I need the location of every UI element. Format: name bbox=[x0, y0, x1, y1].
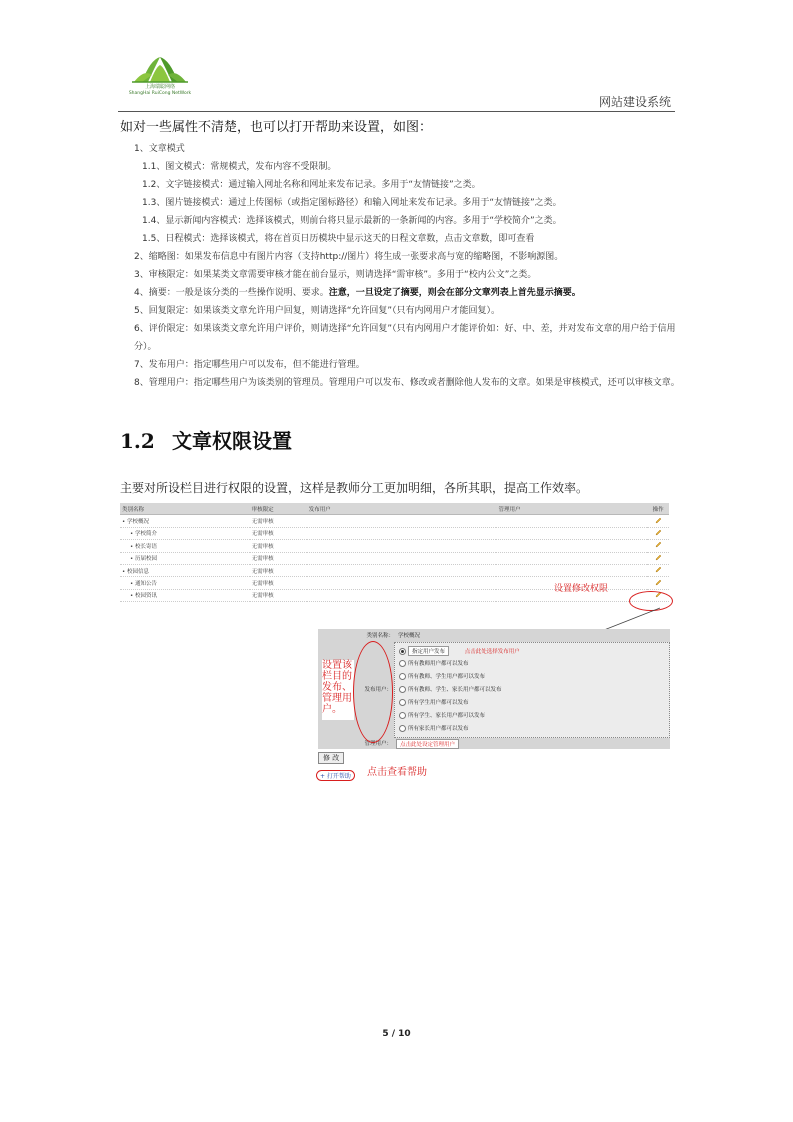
publish-option[interactable] bbox=[399, 672, 485, 680]
publish-option-label: 所有学生用户都可以发布 bbox=[408, 700, 469, 706]
column-header: 管理用户 bbox=[496, 503, 647, 515]
company-logo bbox=[120, 55, 200, 107]
list-item: 6、评价限定：如果该类文章允许用户评价，则请选择“允许回复”（只有内网用户才能评价如：好、中、差，并对发布文章的用户给于信用分）。 bbox=[134, 324, 676, 352]
list-item: 1.4、显示新闻内容模式：选择该模式，则前台将只显示最新的一条新闻的内容。多用于“学校简介”之类。 bbox=[142, 216, 562, 226]
category-name: • 校长寄语 bbox=[120, 540, 250, 552]
category-value: 学校概况 bbox=[398, 633, 421, 639]
header-title: 网站建设系统 bbox=[598, 95, 671, 109]
category-name: • 历届校园 bbox=[120, 552, 250, 564]
category-name: • 校园资讯 bbox=[120, 589, 250, 601]
category-label: 类别名称： bbox=[366, 633, 394, 639]
open-help-link[interactable]: + 打开帮助 bbox=[316, 770, 355, 781]
publish-option-label: 所有教师、学生用户都可以发布 bbox=[408, 674, 486, 680]
publish-option[interactable] bbox=[399, 711, 485, 719]
list-item: 1.1、图文模式：常规模式，发布内容不受限制。 bbox=[142, 162, 337, 172]
radio-icon[interactable] bbox=[399, 660, 406, 667]
publish-option-label: 所有学生、家长用户都可以发布 bbox=[408, 713, 486, 719]
list-item: 2、缩略图：如果发布信息中有图片内容（支持http://图片）将生成一张要求高与宽的缩略图，不影响源图。 bbox=[134, 252, 564, 262]
table-row bbox=[120, 552, 669, 564]
category-name: • 通知公告 bbox=[120, 577, 250, 589]
list-item: 1、文章模式 bbox=[134, 144, 185, 154]
list-item bbox=[120, 284, 680, 302]
category-name: • 校园信息 bbox=[120, 564, 250, 576]
publish-user-options bbox=[394, 642, 670, 738]
list-item: 1.2、文字链接模式：通过输入网址名称和网址来发布记录。多用于“友情链接”之类。 bbox=[142, 180, 481, 190]
audit-setting: 无需审核 bbox=[250, 589, 307, 601]
edit-pencil-icon[interactable] bbox=[655, 529, 662, 536]
publish-option[interactable] bbox=[399, 724, 469, 732]
audit-setting: 无需审核 bbox=[250, 527, 307, 539]
annotation-ellipse bbox=[629, 591, 673, 611]
edit-pencil-icon[interactable] bbox=[655, 541, 662, 548]
list-item: 1.3、图片链接模式：通过上传图标（或指定图标路径）和输入网址来发布记录。多用于“友情链接”之类。 bbox=[142, 198, 562, 208]
list-item-text: 4、摘要：一般是该分类的一些操作说明、要求。 bbox=[134, 288, 329, 298]
table-header-row bbox=[120, 503, 669, 515]
logo-english-text: ShangHai RuiCong NetWork bbox=[128, 91, 192, 96]
audit-setting: 无需审核 bbox=[250, 515, 307, 527]
audit-setting: 无需审核 bbox=[250, 552, 307, 564]
table-row bbox=[120, 564, 669, 576]
manage-user-hint[interactable]: 点击此处设定管理用户 bbox=[396, 739, 459, 749]
list-item: 8、管理用户：指定哪些用户为该类别的管理员。管理用户可以发布、修改或者删除他人发布的文章。如果是审核模式，还可以审核文章。 bbox=[134, 378, 680, 388]
page-number: 5 / 10 bbox=[382, 1029, 411, 1039]
publish-option-label: 指定用户发布 bbox=[408, 646, 449, 656]
column-header: 发布用户 bbox=[307, 503, 497, 515]
publish-option-label: 所有教师用户都可以发布 bbox=[408, 661, 469, 667]
logo-chinese-text: 上海瑞聪网络 bbox=[144, 84, 175, 90]
option-list bbox=[120, 140, 680, 392]
header-divider bbox=[118, 111, 675, 112]
radio-icon[interactable] bbox=[399, 725, 406, 732]
list-item: 3、审核限定：如果某类文章需要审核才能在前台显示，则请选择“需审核”。多用于“校内公文”之类。 bbox=[134, 270, 537, 280]
table-row bbox=[120, 515, 669, 527]
category-name: • 学校概况 bbox=[120, 515, 250, 527]
edit-pencil-icon[interactable] bbox=[655, 554, 662, 561]
annotation-publish-manage: 设置该栏目的发布、管理用户。 bbox=[322, 660, 354, 720]
publish-user-hint[interactable]: 点击此处选择发布用户 bbox=[464, 649, 520, 655]
column-header: 类别名称 bbox=[120, 503, 250, 515]
modify-button[interactable]: 修 改 bbox=[318, 752, 344, 764]
audit-setting: 无需审核 bbox=[250, 577, 307, 589]
section-heading bbox=[120, 425, 292, 454]
audit-setting: 无需审核 bbox=[250, 564, 307, 576]
list-item: 5、回复限定：如果该类文章允许用户回复，则请选择“允许回复”（只有内网用户才能回复）。 bbox=[134, 306, 501, 316]
audit-setting: 无需审核 bbox=[250, 540, 307, 552]
edit-pencil-icon[interactable] bbox=[655, 517, 662, 524]
radio-icon[interactable] bbox=[399, 699, 406, 706]
annotation-view-help: 点击查看帮助 bbox=[367, 767, 427, 778]
section-title: 文章权限设置 bbox=[172, 429, 292, 453]
publish-option[interactable] bbox=[399, 698, 469, 706]
section-paragraph: 主要对所设栏目进行权限的设置，这样是教师分工更加明细，各所其职，提高工作效率。 bbox=[120, 481, 589, 495]
intro-text: 如对一些属性不清楚，也可以打开帮助来设置，如图： bbox=[120, 120, 433, 135]
section-number: 1.2 bbox=[120, 429, 155, 453]
list-item: 1.5、日程模式：选择该模式，将在首页日历模块中显示这天的日程文章数，点击文章数，即可查看 bbox=[142, 234, 535, 244]
publish-option-label: 所有教师、学生、家长用户都可以发布 bbox=[408, 687, 502, 693]
radio-checked-icon[interactable] bbox=[399, 648, 406, 655]
annotation-ellipse bbox=[353, 641, 393, 743]
radio-icon[interactable] bbox=[399, 712, 406, 719]
list-item: 7、发布用户：指定哪些用户可以发布，但不能进行管理。 bbox=[134, 360, 365, 370]
manage-user-label: 管理用户： bbox=[364, 741, 392, 747]
publish-option[interactable] bbox=[399, 646, 520, 656]
publish-option[interactable] bbox=[399, 659, 469, 667]
category-name: • 学校简介 bbox=[120, 527, 250, 539]
publish-user-label: 发布用户： bbox=[364, 687, 392, 693]
edit-pencil-icon[interactable] bbox=[655, 579, 662, 586]
table-row bbox=[120, 540, 669, 552]
publish-option-label: 所有家长用户都可以发布 bbox=[408, 726, 469, 732]
column-header: 审核限定 bbox=[250, 503, 307, 515]
column-header: 操作 bbox=[647, 503, 669, 515]
table-row bbox=[120, 527, 669, 539]
publish-option[interactable] bbox=[399, 685, 502, 693]
annotation-set-permission: 设置修改权限 bbox=[554, 584, 609, 594]
list-item-bold-note: 注意，一旦设定了摘要，则会在部分文章列表上首先显示摘要。 bbox=[328, 288, 581, 298]
radio-icon[interactable] bbox=[399, 673, 406, 680]
radio-icon[interactable] bbox=[399, 686, 406, 693]
edit-pencil-icon[interactable] bbox=[655, 566, 662, 573]
